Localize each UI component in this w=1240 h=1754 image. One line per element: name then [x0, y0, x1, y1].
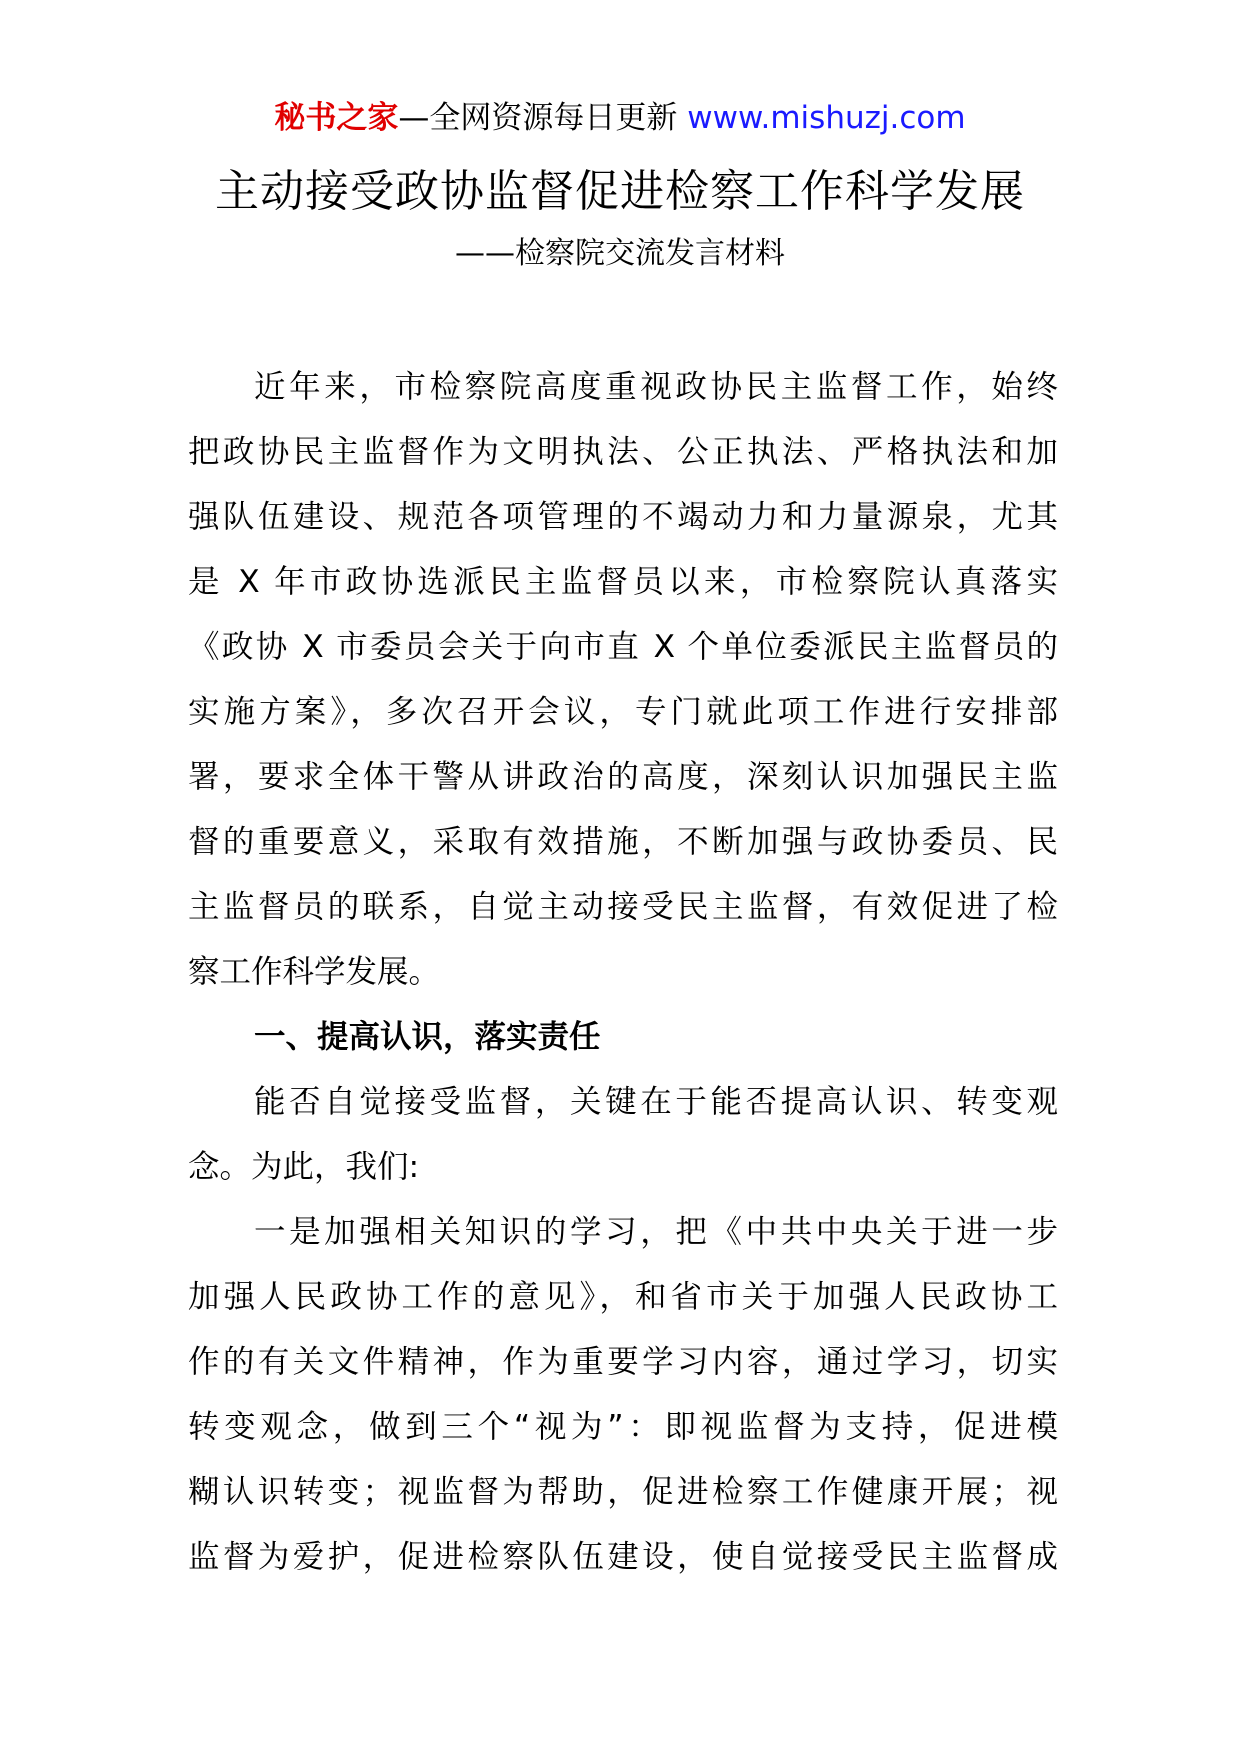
site-header	[0, 98, 1240, 138]
section-heading: 一、提高认识，落实责任	[254, 1019, 601, 1055]
body-line: 一是加强相关知识的学习，把《中共中央关于进一步	[254, 1214, 1058, 1250]
body-line: 《政协 X 市委员会关于向市直 X 个单位委派民主监督员的	[188, 629, 1058, 665]
body-line: 监督为爱护，促进检察队伍建设，使自觉接受民主监督成	[188, 1539, 1058, 1575]
body-line: 实施方案》，多次召开会议，专门就此项工作进行安排部	[188, 694, 1058, 730]
header-tagline: —全网资源每日更新	[398, 100, 678, 136]
body-line: 主监督员的联系，自觉主动接受民主监督，有效促进了检	[188, 889, 1058, 925]
body-line: 念。为此，我们:	[188, 1149, 420, 1185]
body-line: 督的重要意义，采取有效措施，不断加强与政协委员、民	[188, 824, 1058, 860]
document-body	[188, 355, 1058, 1590]
body-line: 加强人民政协工作的意见》，和省市关于加强人民政协工	[188, 1279, 1058, 1315]
body-line: 糊认识转变；视监督为帮助，促进检察工作健康开展；视	[188, 1474, 1058, 1510]
body-line: 转变观念，做到三个“视为”：即视监督为支持，促进模	[188, 1409, 1058, 1445]
body-line: 是 X 年市政协选派民主监督员以来，市检察院认真落实	[188, 564, 1058, 600]
site-url-link[interactable]: www.mishuzj.com	[687, 100, 966, 136]
document-title: 主动接受政协监督促进检察工作科学发展	[215, 166, 1025, 217]
document-subtitle: ——检察院交流发言材料	[455, 236, 785, 271]
body-line: 近年来，市检察院高度重视政协民主监督工作，始终	[254, 369, 1058, 405]
body-line: 能否自觉接受监督，关键在于能否提高认识、转变观	[254, 1084, 1058, 1120]
brand-name: 秘书之家	[274, 100, 399, 136]
body-line: 察工作科学发展。	[188, 954, 441, 990]
body-line: 强队伍建设、规范各项管理的不竭动力和力量源泉，尤其	[188, 499, 1058, 535]
body-line: 作的有关文件精神，作为重要学习内容，通过学习，切实	[188, 1344, 1058, 1380]
body-line: 把政协民主监督作为文明执法、公正执法、严格执法和加	[188, 434, 1058, 470]
body-line: 署，要求全体干警从讲政治的高度，深刻认识加强民主监	[188, 759, 1058, 795]
